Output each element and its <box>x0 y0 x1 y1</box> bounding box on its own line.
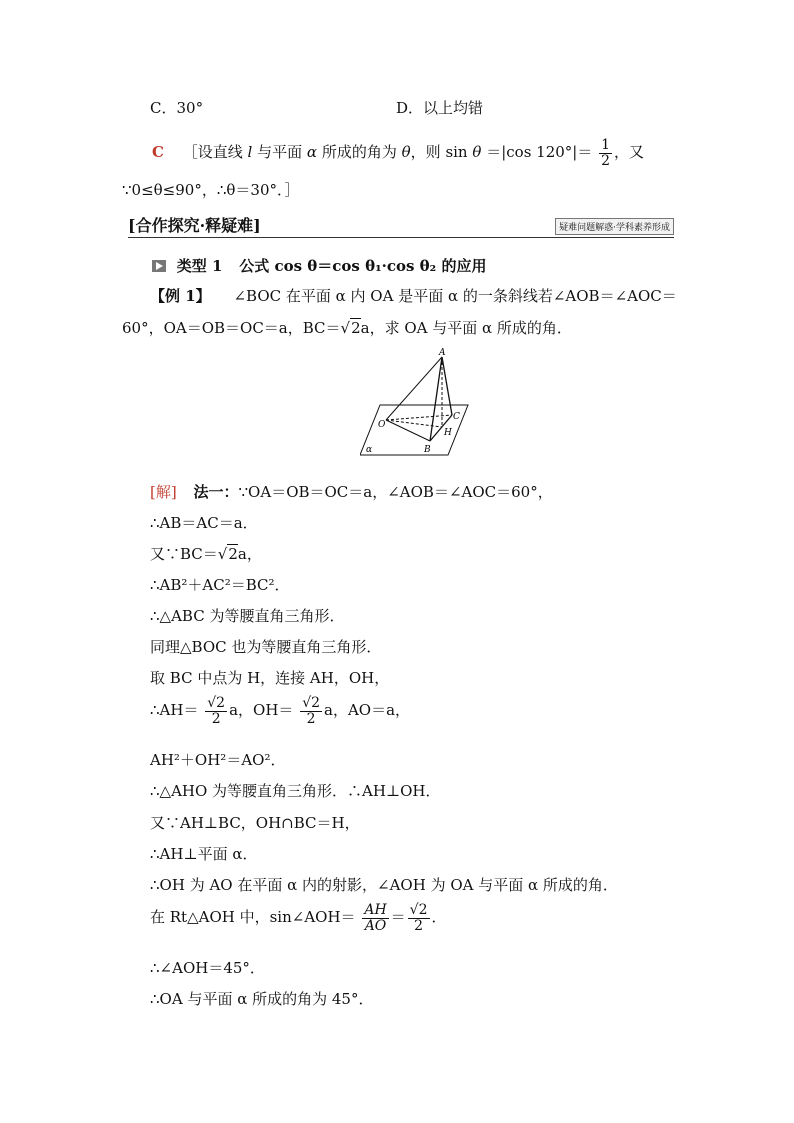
label-alpha: α <box>366 445 373 455</box>
sqrt-value: 2 <box>228 545 238 563</box>
fraction-sqrt2-over-2 <box>408 903 430 933</box>
label-c: C <box>453 412 460 422</box>
answer-var-l: l <box>247 143 253 162</box>
answer-line-2: ∵0≤θ≤90°，∴θ＝30°．］ <box>122 181 300 199</box>
example-text: ∠BOC 在平面 α 内 OA 是平面 α 的一条斜线若∠AOB＝∠AOC＝ <box>233 287 677 305</box>
solution-line-1 <box>150 481 553 502</box>
option-c: C．30° <box>150 99 204 117</box>
solution-line-16: ∴OA 与平面 α 所成的角为 45°． <box>150 990 374 1008</box>
edge-ac <box>442 357 452 415</box>
solution-text: a，OH＝ <box>229 701 294 720</box>
solution-line-15: ∴∠AOH＝45°． <box>150 959 265 977</box>
fraction-denominator: 2 <box>306 710 316 727</box>
answer-text: ＝|cos 120°|＝ <box>486 143 593 162</box>
answer-text: ，则 sin <box>410 143 468 162</box>
section-tag: 疑难问题解惑·学科素养形成 <box>555 218 674 235</box>
solution-line-14 <box>150 903 447 933</box>
solution-text: ∵OA＝OB＝OC＝a，∠AOB＝∠AOC＝60°， <box>238 483 553 501</box>
fraction-denominator: AO <box>364 917 387 934</box>
solution-line-4: ∴AB²＋AC²＝BC²． <box>150 576 290 594</box>
label-a: A <box>439 348 446 358</box>
answer-line-1 <box>152 138 644 168</box>
section-title: [合作探究·释疑难] <box>128 216 261 235</box>
solution-text: a，AO＝a， <box>324 701 411 720</box>
play-icon <box>152 260 166 272</box>
answer-text: 所成的角为 <box>321 143 397 162</box>
answer-var-alpha: α <box>306 143 318 162</box>
geometry-figure <box>360 345 472 460</box>
solution-line-12: ∴AH⊥平面 α． <box>150 845 258 863</box>
fraction-denominator: 2 <box>211 710 221 727</box>
fraction-numerator: AH <box>364 902 387 918</box>
solution-text: 在 Rt△AOH 中，sin∠AOH＝ <box>150 908 356 927</box>
fraction-numerator: √2 <box>409 902 428 918</box>
label-b: B <box>424 445 431 455</box>
answer-var-theta: θ <box>472 143 482 162</box>
solution-line-11: 又∵AH⊥BC，OH∩BC＝H， <box>150 814 360 832</box>
fraction-denominator: 2 <box>414 917 424 934</box>
label-h: H <box>444 428 452 438</box>
type-label: 类型 1 <box>176 257 223 275</box>
section-header <box>128 213 674 238</box>
answer-text: ［设直线 <box>182 143 243 162</box>
solution-line-5: ∴△ABC 为等腰直角三角形． <box>150 607 345 625</box>
answer-var-theta: θ <box>401 143 411 162</box>
edge-ao <box>386 357 442 420</box>
solution-text: ∴AH＝ <box>150 701 199 720</box>
solution-method: 法一： <box>193 483 239 501</box>
fraction-denominator: 2 <box>601 152 611 169</box>
solution-line-8 <box>150 696 410 726</box>
solution-tag: [解] <box>150 483 177 501</box>
solution-line-6: 同理△BOC 也为等腰直角三角形． <box>150 638 382 656</box>
solution-text: ． <box>431 908 447 927</box>
fraction-sqrt2-over-2 <box>300 696 322 726</box>
solution-line-3: 又∵BC＝√2a， <box>150 545 262 563</box>
answer-letter: C <box>152 143 164 162</box>
option-d: D．以上均错 <box>396 99 484 117</box>
label-o: O <box>378 420 386 430</box>
solution-text: a， <box>237 545 262 563</box>
sqrt-value: 2 <box>351 319 361 337</box>
answer-text: 与平面 <box>257 143 303 162</box>
fraction-sqrt2-over-2 <box>205 696 227 726</box>
example-text: a，求 OA 与平面 α 所成的角． <box>360 319 572 337</box>
type-formula: 公式 cos θ＝cos θ₁·cos θ₂ 的应用 <box>239 257 487 275</box>
solution-text: 又∵BC＝ <box>150 545 218 563</box>
fraction-numerator: √2 <box>302 695 321 711</box>
solution-text: ＝ <box>390 908 406 927</box>
solution-line-9: AH²＋OH²＝AO²． <box>150 751 286 769</box>
example-text: 60°，OA＝OB＝OC＝a，BC＝ <box>122 319 341 337</box>
example-line-2: 60°，OA＝OB＝OC＝a，BC＝√2a，求 OA 与平面 α 所成的角． <box>122 319 572 337</box>
example-line-1 <box>150 285 677 306</box>
answer-text: ，又 <box>614 143 645 162</box>
fraction-numerator: √2 <box>207 695 226 711</box>
fraction-numerator: 1 <box>601 137 611 153</box>
solution-line-10: ∴△AHO 为等腰直角三角形．∴AH⊥OH． <box>150 782 441 800</box>
fraction-ah-over-ao <box>362 903 388 933</box>
example-label: 【例 1】 <box>150 287 211 305</box>
solution-line-7: 取 BC 中点为 H，连接 AH，OH， <box>150 669 390 687</box>
fraction-one-half <box>599 138 612 168</box>
solution-line-2: ∴AB＝AC＝a． <box>150 514 258 532</box>
solution-line-13: ∴OH 为 AO 在平面 α 内的射影，∠AOH 为 OA 与平面 α 所成的角． <box>150 876 618 894</box>
type-heading <box>152 255 486 276</box>
